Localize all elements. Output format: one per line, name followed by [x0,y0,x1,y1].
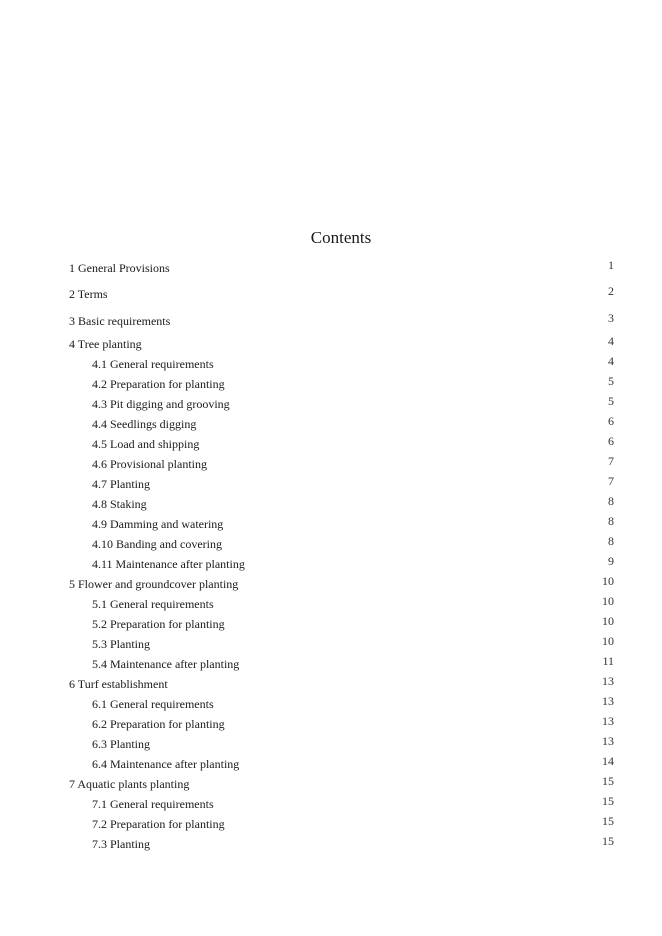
toc-entry-label: 5.3 Planting [92,637,151,651]
toc-subentry[interactable] [69,416,614,432]
toc-page-number: 14 [602,754,614,768]
toc-entry-label: 5.2 Preparation for planting [92,617,225,631]
toc-entry-label: 4.11 Maintenance after planting [92,557,245,571]
toc-page-number: 6 [608,414,614,428]
toc-subentry[interactable] [69,596,614,612]
toc-subentry[interactable] [69,456,614,472]
toc-subentry[interactable] [69,376,614,392]
toc-entry-label: 4.10 Banding and covering [92,537,222,551]
toc-page-number: 10 [602,634,614,648]
page-title: Contents [310,228,372,247]
toc-page-number: 11 [602,654,614,668]
toc-entry[interactable] [69,260,614,276]
toc-entry[interactable] [69,286,614,302]
toc-entry-label: 4.3 Pit digging and grooving [92,397,230,411]
toc-subentry[interactable] [69,736,614,752]
toc-subentry[interactable] [69,796,614,812]
toc-subentry[interactable] [69,756,614,772]
toc-subentry[interactable] [69,636,614,652]
toc-entry-label: 7.1 General requirements [92,797,214,811]
toc-page-number: 8 [608,534,614,548]
toc-entry[interactable] [69,676,614,692]
toc-page-number: 13 [602,734,614,748]
toc-subentry[interactable] [69,436,614,452]
toc-page-number: 9 [608,554,614,568]
toc-page-number: 15 [602,834,614,848]
toc-entry-label: 4.1 General requirements [92,357,214,371]
toc-subentry[interactable] [69,716,614,732]
toc-entry-label: 2 Terms [69,287,108,301]
toc-subentry[interactable] [69,476,614,492]
toc-page-number: 5 [608,394,614,408]
toc-subentry[interactable] [69,356,614,372]
toc-page-number: 13 [602,694,614,708]
toc-subentry[interactable] [69,556,614,572]
toc-page-number: 6 [608,434,614,448]
toc-subentry[interactable] [69,836,614,852]
toc-page-number: 8 [608,494,614,508]
toc-entry-label: 4.9 Damming and watering [92,517,224,531]
toc-entry[interactable] [69,336,614,352]
toc-page-number: 15 [602,774,614,788]
toc-subentry[interactable] [69,496,614,512]
toc-entry-label: 4.4 Seedlings digging [92,417,197,431]
toc-page-number: 15 [602,814,614,828]
toc-page-number: 2 [608,284,614,298]
toc-entry-label: 4.7 Planting [92,477,151,491]
toc-subentry[interactable] [69,656,614,672]
toc-page-number: 1 [608,258,614,272]
toc-entry[interactable] [69,576,614,592]
toc-entry-label: 7.3 Planting [92,837,151,851]
toc-entry-label: 4 Tree planting [69,337,142,351]
toc-page-number: 4 [608,334,614,348]
toc-entry-label: 4.8 Staking [92,497,147,511]
toc-entry-label: 7 Aquatic plants planting [69,777,190,791]
toc-page-number: 13 [602,674,614,688]
toc-page-number: 7 [608,474,614,488]
toc-entry-label: 6.4 Maintenance after planting [92,757,240,771]
toc-page-number: 10 [602,574,614,588]
toc-page-number: 10 [602,594,614,608]
toc-entry-label: 5.1 General requirements [92,597,214,611]
toc-subentry[interactable] [69,816,614,832]
toc-subentry[interactable] [69,696,614,712]
toc-entry-label: 6 Turf establishment [69,677,168,691]
toc-entry-label: 5 Flower and groundcover planting [69,577,239,591]
toc-entry-label: 5.4 Maintenance after planting [92,657,240,671]
toc-page-number: 4 [608,354,614,368]
toc-entry-label: 3 Basic requirements [69,314,171,328]
toc-page-number: 13 [602,714,614,728]
toc-entry-label: 4.5 Load and shipping [92,437,200,451]
toc-entry-label: 4.2 Preparation for planting [92,377,225,391]
toc-page-number: 7 [608,454,614,468]
toc-entry-label: 6.3 Planting [92,737,151,751]
toc-page-number: 8 [608,514,614,528]
toc-entry-label: 4.6 Provisional planting [92,457,207,471]
toc-page-number: 10 [602,614,614,628]
toc-page-number: 3 [608,311,614,325]
toc-entry[interactable] [69,776,614,792]
toc-entry-label: 7.2 Preparation for planting [92,817,225,831]
toc-entry-label: 6.2 Preparation for planting [92,717,225,731]
toc-entry-label: 1 General Provisions [69,261,170,275]
toc-subentry[interactable] [69,536,614,552]
toc-page-number: 15 [602,794,614,808]
toc-page-number: 5 [608,374,614,388]
toc-subentry[interactable] [69,616,614,632]
toc-entry[interactable] [69,313,614,329]
toc-subentry[interactable] [69,396,614,412]
toc-subentry[interactable] [69,516,614,532]
toc-entry-label: 6.1 General requirements [92,697,214,711]
